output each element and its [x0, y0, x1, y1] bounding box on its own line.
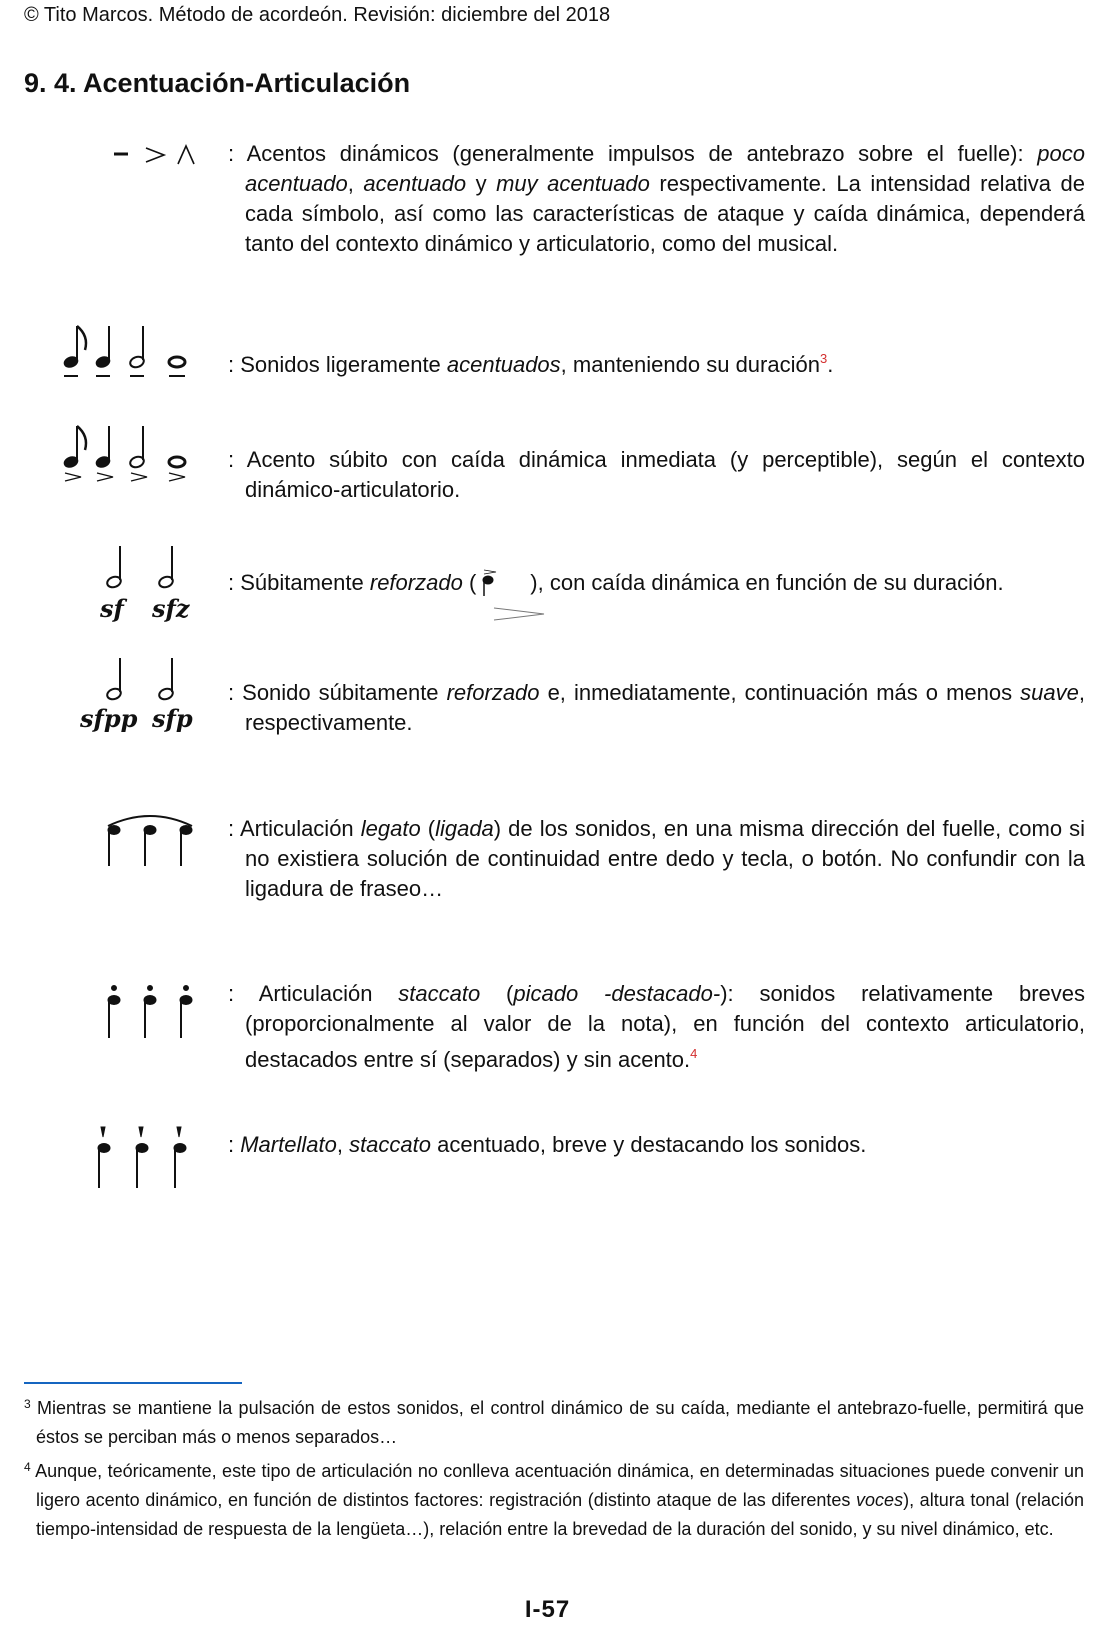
sf-marking: sf — [100, 594, 124, 623]
tenuto-notes-icon — [55, 318, 205, 384]
half-notes-sfp-icon — [80, 654, 200, 704]
sfp-marking: sfp — [152, 704, 193, 733]
footnote-4: $^4$ Aunque, teóricamente, este tipo de articulación no conlleva acentuación dinámica, en determinadas situaciones puede convenir un ligero acento dinámico, en función de distintos factores: registración (distinto ataque de las diferentes voces), altura tonal (relación tiempo-intensidad de respuesta de la lengüeta…), relación entre la brevedad de la duración del sonido, y su nivel dinámico, etc. — [24, 1460, 1085, 1539]
half-notes-sf-icon — [100, 542, 200, 592]
martellato-notes-icon — [90, 1124, 200, 1192]
accents-description: : Acentos dinámicos (generalmente impulsos de antebrazo sobre el fuelle): poco acentuado, acentuado y muy acentuado respectivamente. La intensidad relativa de cada símbolo, así como las características de ataque y caída dinámica, dependerá tanto del contexto dinámico y articulatorio, como del musical. — [228, 141, 1085, 256]
decrescendo-hairpin-icon — [492, 604, 548, 624]
accent-symbols-icon — [110, 140, 200, 170]
sfz-marking: sfz — [152, 594, 190, 623]
footnote-3: $^3$ Mientras se mantiene la pulsación de estos sonidos, el control dinámico de su caída, mediante el antebrazo-fuelle, permitirá que éstos se perciban más o menos separados… — [24, 1397, 1084, 1447]
section-title: 9. 4. Acentuación-Articulación — [24, 68, 411, 98]
sfpp-marking: sfpp — [80, 704, 138, 733]
accented-notes-icon — [55, 420, 205, 488]
staccato-notes-icon — [96, 980, 206, 1042]
legato-description: : Articulación legato (ligada) de los sonidos, en una misma dirección del fuelle, como si no existiera solución de continuidad entre dedo y tecla, o botón. No confundir con la ligadura de fraseo… — [228, 816, 1085, 901]
legato-notes-icon — [96, 808, 206, 870]
staccato-description: : Articulación staccato (picado -destacado-): sonidos relativamente breves (proporcionalmente al valor de la nota), en función del contexto articulatorio, destacados entre sí (separados) y sin acento.$^4$ — [228, 981, 1086, 1072]
sforzando-piano-description: : Sonido súbitamente reforzado e, inmediatamente, continuación más o menos suave, respectivamente. — [228, 680, 1085, 735]
fp-note-icon — [476, 568, 530, 596]
martellato-description: : Martellato, staccato acentuado, breve y destacando los sonidos. — [228, 1132, 867, 1157]
sforzando-description: : Súbitamente reforzado ( ), con caída dinámica en función de su duración. — [228, 570, 1004, 595]
accent-sudden-description: : Acento súbito con caída dinámica inmediata (y perceptible), según el contexto dinámico-articulatorio. — [228, 447, 1085, 502]
page-number: I-57 — [524, 1596, 571, 1623]
tenuto-description: : Sonidos ligeramente acentuados, manteniendo su duración$^3$. — [228, 351, 834, 377]
footnote-rule — [24, 1382, 242, 1384]
page-header: © Tito Marcos. Método de acordeón. Revisión: diciembre del 2018 — [24, 4, 611, 26]
